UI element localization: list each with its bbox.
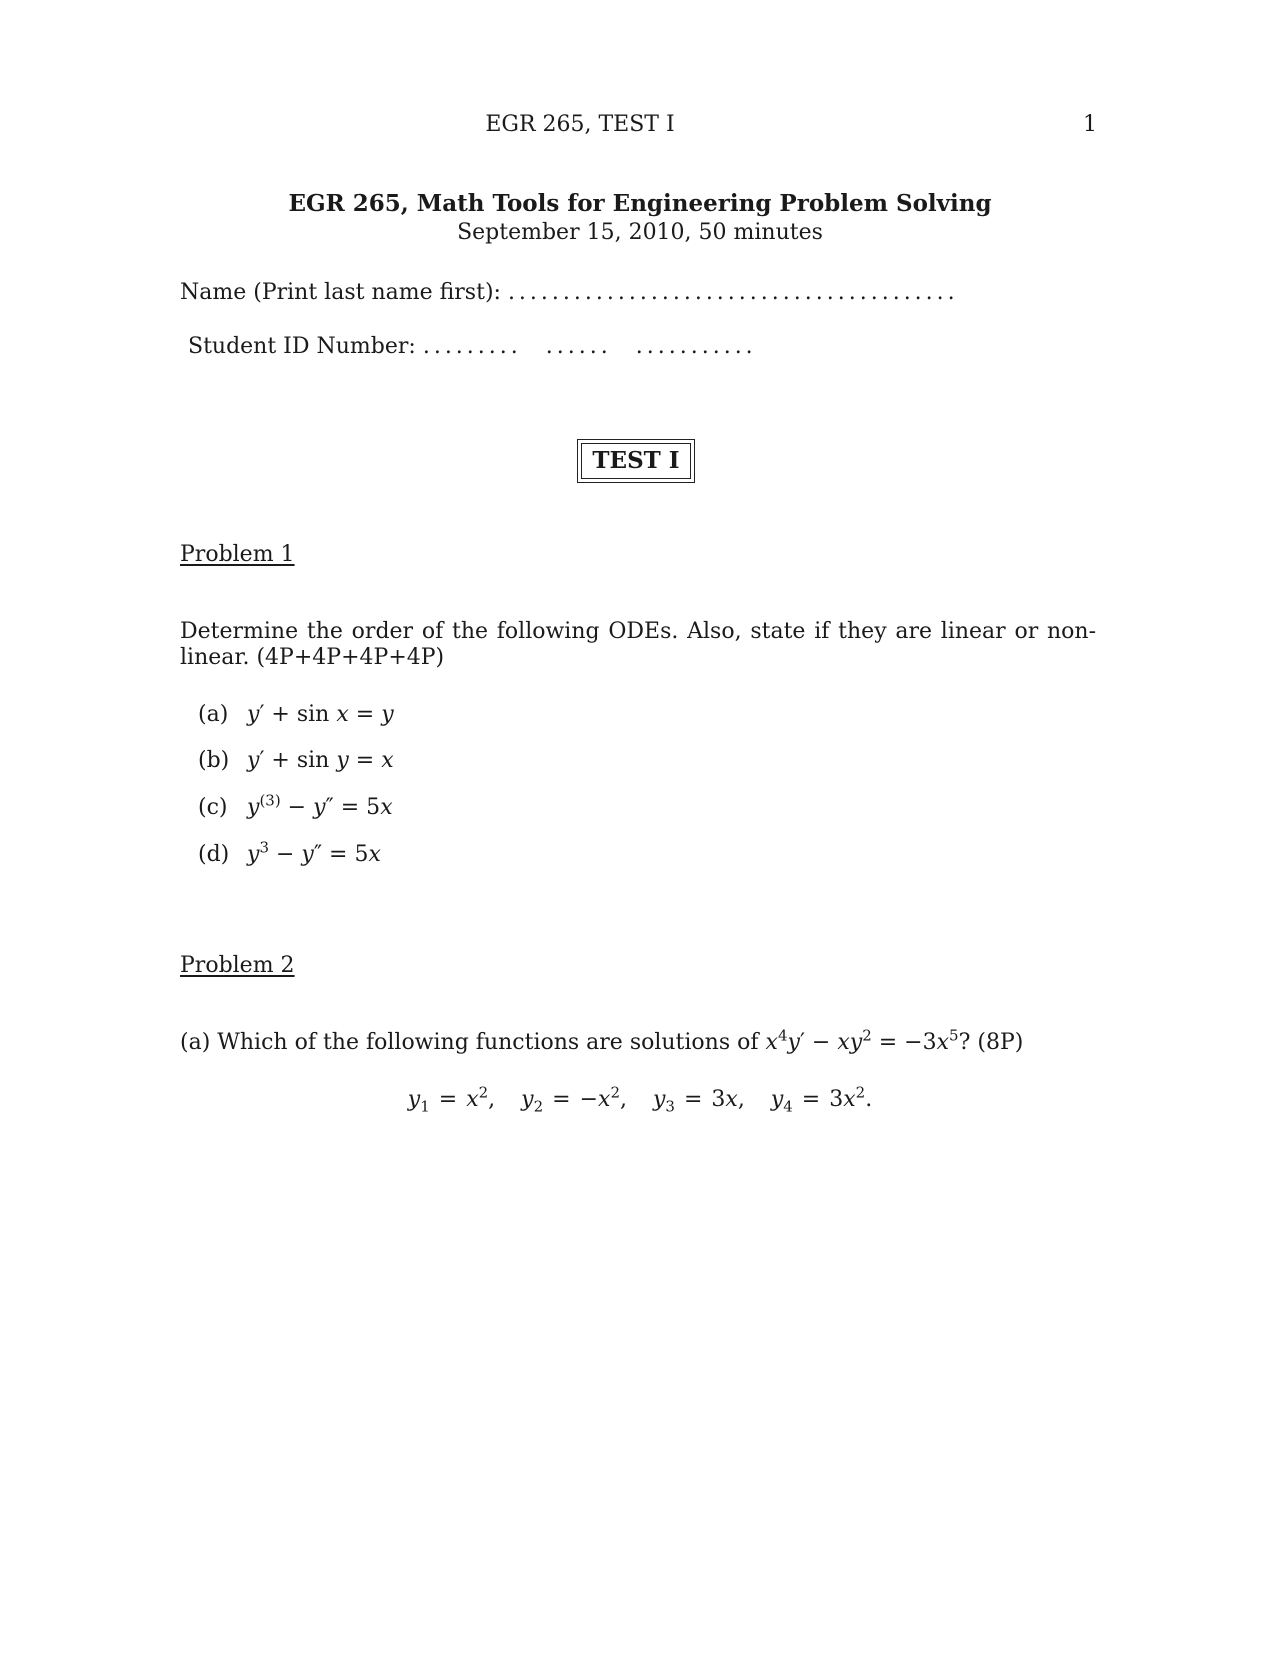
candidate-solutions bbox=[0, 1083, 1280, 1116]
item-equation: $y^3 - y'' = 5x$ bbox=[247, 838, 381, 867]
solution-y4: $y_4 = 3x^2$. bbox=[770, 1083, 873, 1116]
item-label: (b) bbox=[198, 748, 230, 773]
ode-equation: $x^4y' - xy^2 = -3x^5$ bbox=[765, 1026, 959, 1055]
problem-2-heading: Problem 2 bbox=[180, 953, 295, 978]
course-title: EGR 265, Math Tools for Engineering Problem Solving bbox=[288, 190, 992, 217]
problem-1-item-a bbox=[198, 702, 394, 728]
test-title-box bbox=[577, 439, 695, 483]
problem-1-item-b bbox=[198, 748, 394, 774]
name-label: Name (Print last name first): bbox=[180, 280, 501, 305]
problem-1-item-c bbox=[198, 791, 393, 821]
student-id-dots-2[interactable]: ...... bbox=[545, 334, 612, 359]
exam-date-line: September 15, 2010, 50 minutes bbox=[457, 220, 823, 245]
question-text: (a) Which of the following functions are solutions of bbox=[180, 1030, 759, 1055]
test-title: TEST I bbox=[581, 443, 691, 479]
item-label: (d) bbox=[198, 842, 230, 867]
student-id-dots-3[interactable]: ........... bbox=[635, 334, 757, 359]
student-id-dots-1[interactable]: ......... bbox=[422, 334, 522, 359]
item-equation: y′ + sin x = y bbox=[247, 702, 394, 727]
name-field[interactable] bbox=[180, 280, 959, 306]
item-equation: $y^{(3)} - y'' = 5x$ bbox=[247, 791, 393, 820]
item-equation: y′ + sin y = x bbox=[247, 748, 394, 773]
problem-2-question bbox=[180, 1026, 1024, 1056]
student-id-field[interactable] bbox=[188, 334, 757, 360]
item-label: (a) bbox=[198, 702, 229, 727]
question-points: ? (8P) bbox=[958, 1030, 1024, 1055]
page-number: 1 bbox=[1083, 112, 1097, 137]
running-header-title: EGR 265, TEST I bbox=[485, 112, 675, 137]
problem-1-item-d bbox=[198, 838, 381, 868]
student-id-label: Student ID Number: bbox=[188, 334, 416, 359]
problem-1-text: Determine the order of the following ODEs. Also, state if they are linear or non-linear. (4P+4P+4P+4P) bbox=[180, 619, 1096, 671]
problem-1-heading: Problem 1 bbox=[180, 542, 295, 567]
solution-y2: $y_2 = -x^2$, bbox=[521, 1083, 627, 1116]
solution-y1: $y_1 = x^2$, bbox=[407, 1083, 496, 1116]
solution-y3: $y_3 = 3x$, bbox=[652, 1087, 745, 1116]
item-label: (c) bbox=[198, 795, 228, 820]
name-dotted-line[interactable]: ......................................... bbox=[507, 280, 959, 305]
